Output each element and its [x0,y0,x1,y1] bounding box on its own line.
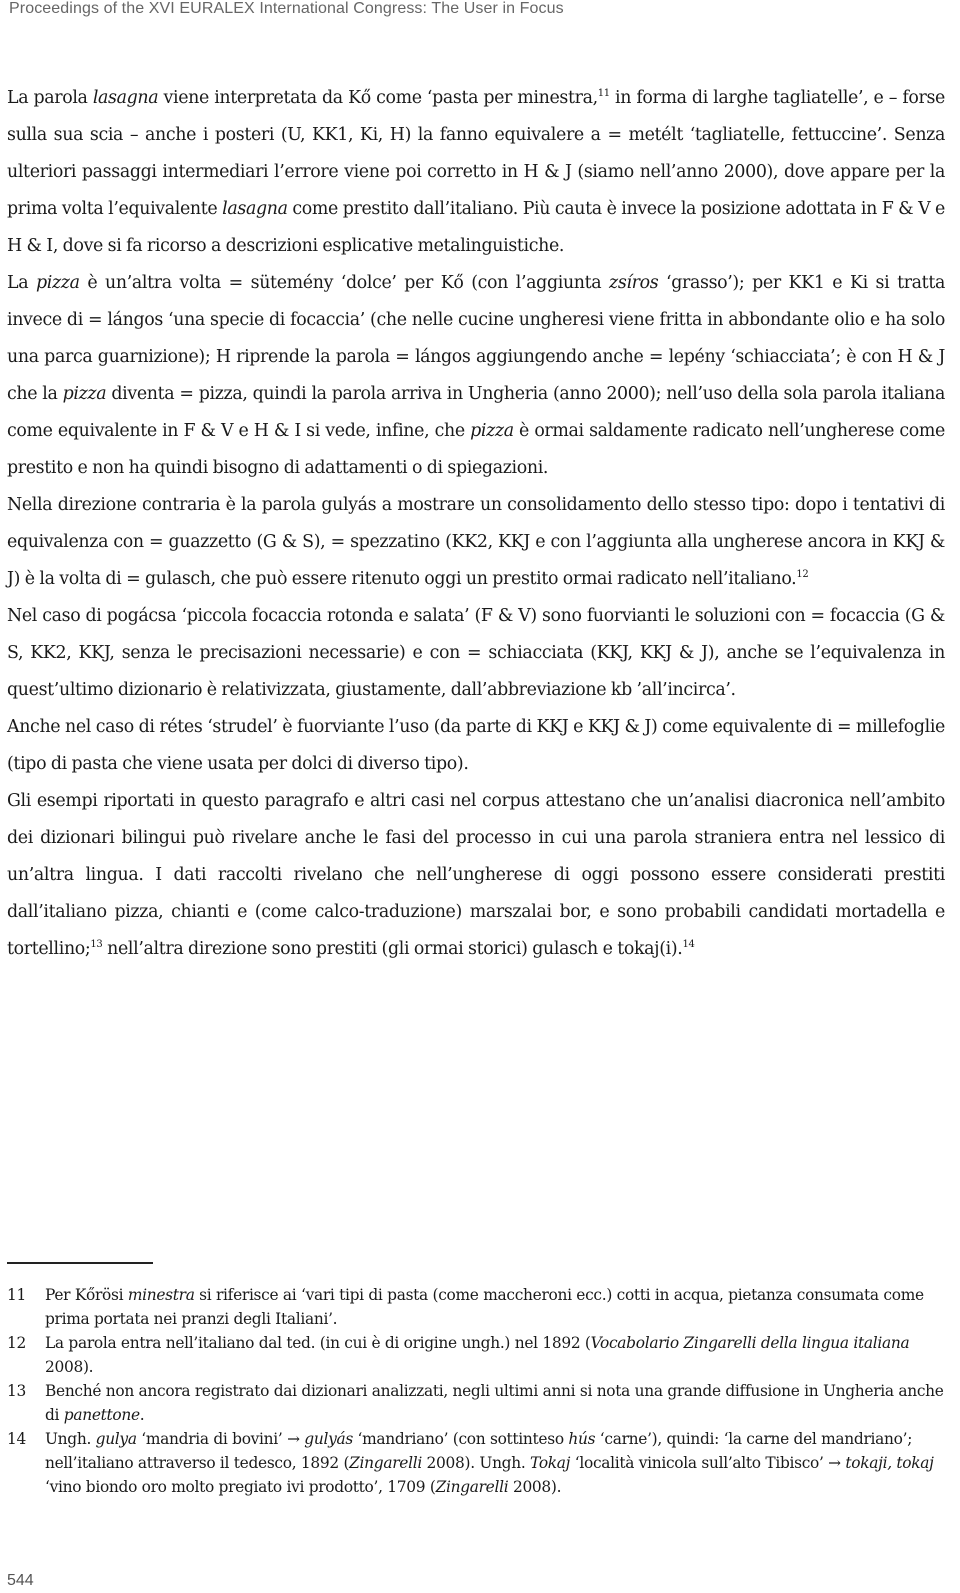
italic-term: panettone [63,1406,140,1424]
text-span: viene interpretata da Kő come ‘pasta per minestra, [158,88,598,108]
footnote-12 [7,1331,945,1379]
italic-term: Zingarelli [349,1454,422,1472]
text-span: in forma di larghe tagliatelle’, e – forse sulla sua scia – anche i posteri (U, KK1, Ki, H) la fanno equivalere a = metélt ‘tagliatelle, fettuccine’. Senza ulteriori passaggi intermediari l’errore viene poi corretto in H & J (siamo nell’anno 2000), dove appare per la prima volta l’equivalente [7,88,946,219]
footnote-ref-14[interactable]: 14 [682,939,695,951]
italic-term: minestra [127,1286,195,1304]
text-span: è ormai saldamente radicato nell’ungherese come prestito e non ha quindi bisogno di adattamenti o di spiegazioni. [7,421,945,478]
paragraph-lasagna [7,80,945,265]
text-span: ‘grasso’); per KK1 e Ki si tratta invece di = lángos ‘una specie di focaccia’ (che nelle cucine ungheresi viene fritta in abbondante olio e ha solo una parca guarnizione); H riprende la parola = lángos aggiungendo anche = lepény ‘schiacciata’; è con H & J che la [7,273,945,404]
italic-term: Vocabolario Zingarelli della lingua italiana [590,1334,910,1352]
italic-term: gulya [95,1430,137,1448]
footnote-ref-13[interactable]: 13 [90,939,103,951]
footnote-ref-12[interactable]: 12 [796,569,809,581]
text-span: La [7,273,36,293]
footnote-number: 13 [7,1382,26,1400]
italic-term: hús [568,1430,596,1448]
footnote-text [45,1331,945,1379]
footnote-number: 14 [7,1430,26,1448]
paragraph-conclusion [7,783,945,968]
footnote-11 [7,1283,945,1331]
paragraph-retes [7,709,945,783]
footnote-number: 11 [7,1286,26,1304]
text-span: come prestito dall’italiano. Più cauta è invece la posizione adottata in F & V e H & I, dove si fa ricorso a descrizioni esplicative metalinguistiche. [7,199,945,256]
text-span: La parola entra nell’italiano dal ted. (in cui è di origine ungh.) nel 1892 ( [45,1334,591,1352]
page-number: 544 [7,1572,34,1589]
footnote-number: 12 [7,1334,26,1352]
text-span: ‘località vinicola sull’alto Tibisco’ → [570,1454,846,1472]
text-span: Per Kőrösi [45,1286,128,1304]
italic-term: pizza [470,421,514,441]
text-span: Nella direzione contraria è la parola gulyás a mostrare un consolidamento dello stesso tipo: dopo i tentativi di equivalenza con = guazzetto (G & S), = spezzatino (KK2, KKJ e con l’aggiunta alla ungherese ancora in KKJ & J) è la volta di = gulasch, che può essere ritenuto oggi un prestito ormai radicato nell’italiano. [7,495,945,589]
text-span: Gli esempi riportati in questo paragrafo e altri casi nel corpus attestano che un’analisi diacronica nell’ambito dei dizionari bilingui può rivelare anche le fasi del processo in cui una parola straniera entra nel lessico di un’altra lingua. I dati raccolti rivelano che nell’ungherese di oggi possono essere considerati prestiti dall’italiano pizza, chianti e (come calco-traduzione) marszalai bor, e sono probabili candidati mortadella e tortellino; [7,791,945,959]
text-span: ‘mandriano’ (con sottinteso [352,1430,569,1448]
body-text [7,80,945,968]
running-header: Proceedings of the XVI EURALEX International Congress: The User in Focus [9,0,564,17]
paragraph-gulyas [7,487,945,598]
italic-term: pizza [35,273,80,293]
text-span: 2008). [45,1358,94,1376]
text-span: diventa = pizza, quindi la parola arriva in Ungheria (anno 2000); nell’uso della sola parola italiana come equivalente in F & V e H & I si vede, infine, che [7,384,945,441]
text-span: si riferisce ai ‘vari tipi di pasta (come maccheroni ecc.) cotti in acqua, pietanza consumata come prima portata nei pranzi degli Italiani’. [45,1286,924,1328]
text-span: 2008). [508,1478,562,1496]
text-span: nell’altra direzione sono prestiti (gli ormai storici) gulasch e tokaj(i). [102,939,683,959]
paragraph-pogacsa [7,598,945,709]
text-span: 2008). Ungh. [421,1454,531,1472]
text-span: ‘mandria di bovini’ → [136,1430,305,1448]
italic-term: zsíros [609,273,659,293]
footnote-text [45,1427,945,1499]
italic-term: Tokaj [530,1454,571,1472]
text-span: . [139,1406,145,1424]
text-span: è un’altra volta = sütemény ‘dolce’ per Kő (con l’aggiunta [79,273,610,293]
footnote-separator [7,1262,153,1264]
italic-term: Zingarelli [435,1478,509,1496]
italic-term: lasagna [92,88,159,108]
text-span: Anche nel caso di rétes ‘strudel’ è fuorviante l’uso (da parte di KKJ e KKJ & J) come equivalente di = millefoglie (tipo di pasta che viene usata per dolci di diverso tipo). [7,717,945,774]
text-span: Ungh. [45,1430,96,1448]
italic-term: tokaji, tokaj [845,1454,934,1472]
paragraph-pizza [7,265,945,487]
footnote-text [45,1283,945,1331]
text-span: Nel caso di pogácsa ‘piccola focaccia rotonda e salata’ (F & V) sono fuorvianti le soluzioni con = focaccia (G & S, KK2, KKJ, senza le precisazioni necessarie) e con = schiacciata (KKJ, KKJ & J), anche se l’equivalenza in quest’ultimo dizionario è relativizzata, giustamente, dall’abbreviazione kb ’all’incirca’. [7,606,945,700]
footnote-14 [7,1427,945,1499]
italic-term: lasagna [222,199,288,219]
text-span: ‘vino biondo oro molto pregiato ivi prodotto’, 1709 ( [45,1478,436,1496]
footnote-ref-11[interactable]: 11 [597,88,610,100]
footnote-text [45,1379,945,1427]
footnotes [7,1283,945,1499]
text-span: ‘carne’), quindi: ‘la carne del mandriano’; nell’italiano attraverso il tedesco, 1892 ( [45,1430,913,1472]
text-span: La parola [7,88,93,108]
footnote-13 [7,1379,945,1427]
text-span: Benché non ancora registrato dai dizionari analizzati, negli ultimi anni si nota una grande diffusione in Ungheria anche di [45,1382,944,1424]
italic-term: pizza [62,384,107,404]
italic-term: gulyás [304,1430,353,1448]
